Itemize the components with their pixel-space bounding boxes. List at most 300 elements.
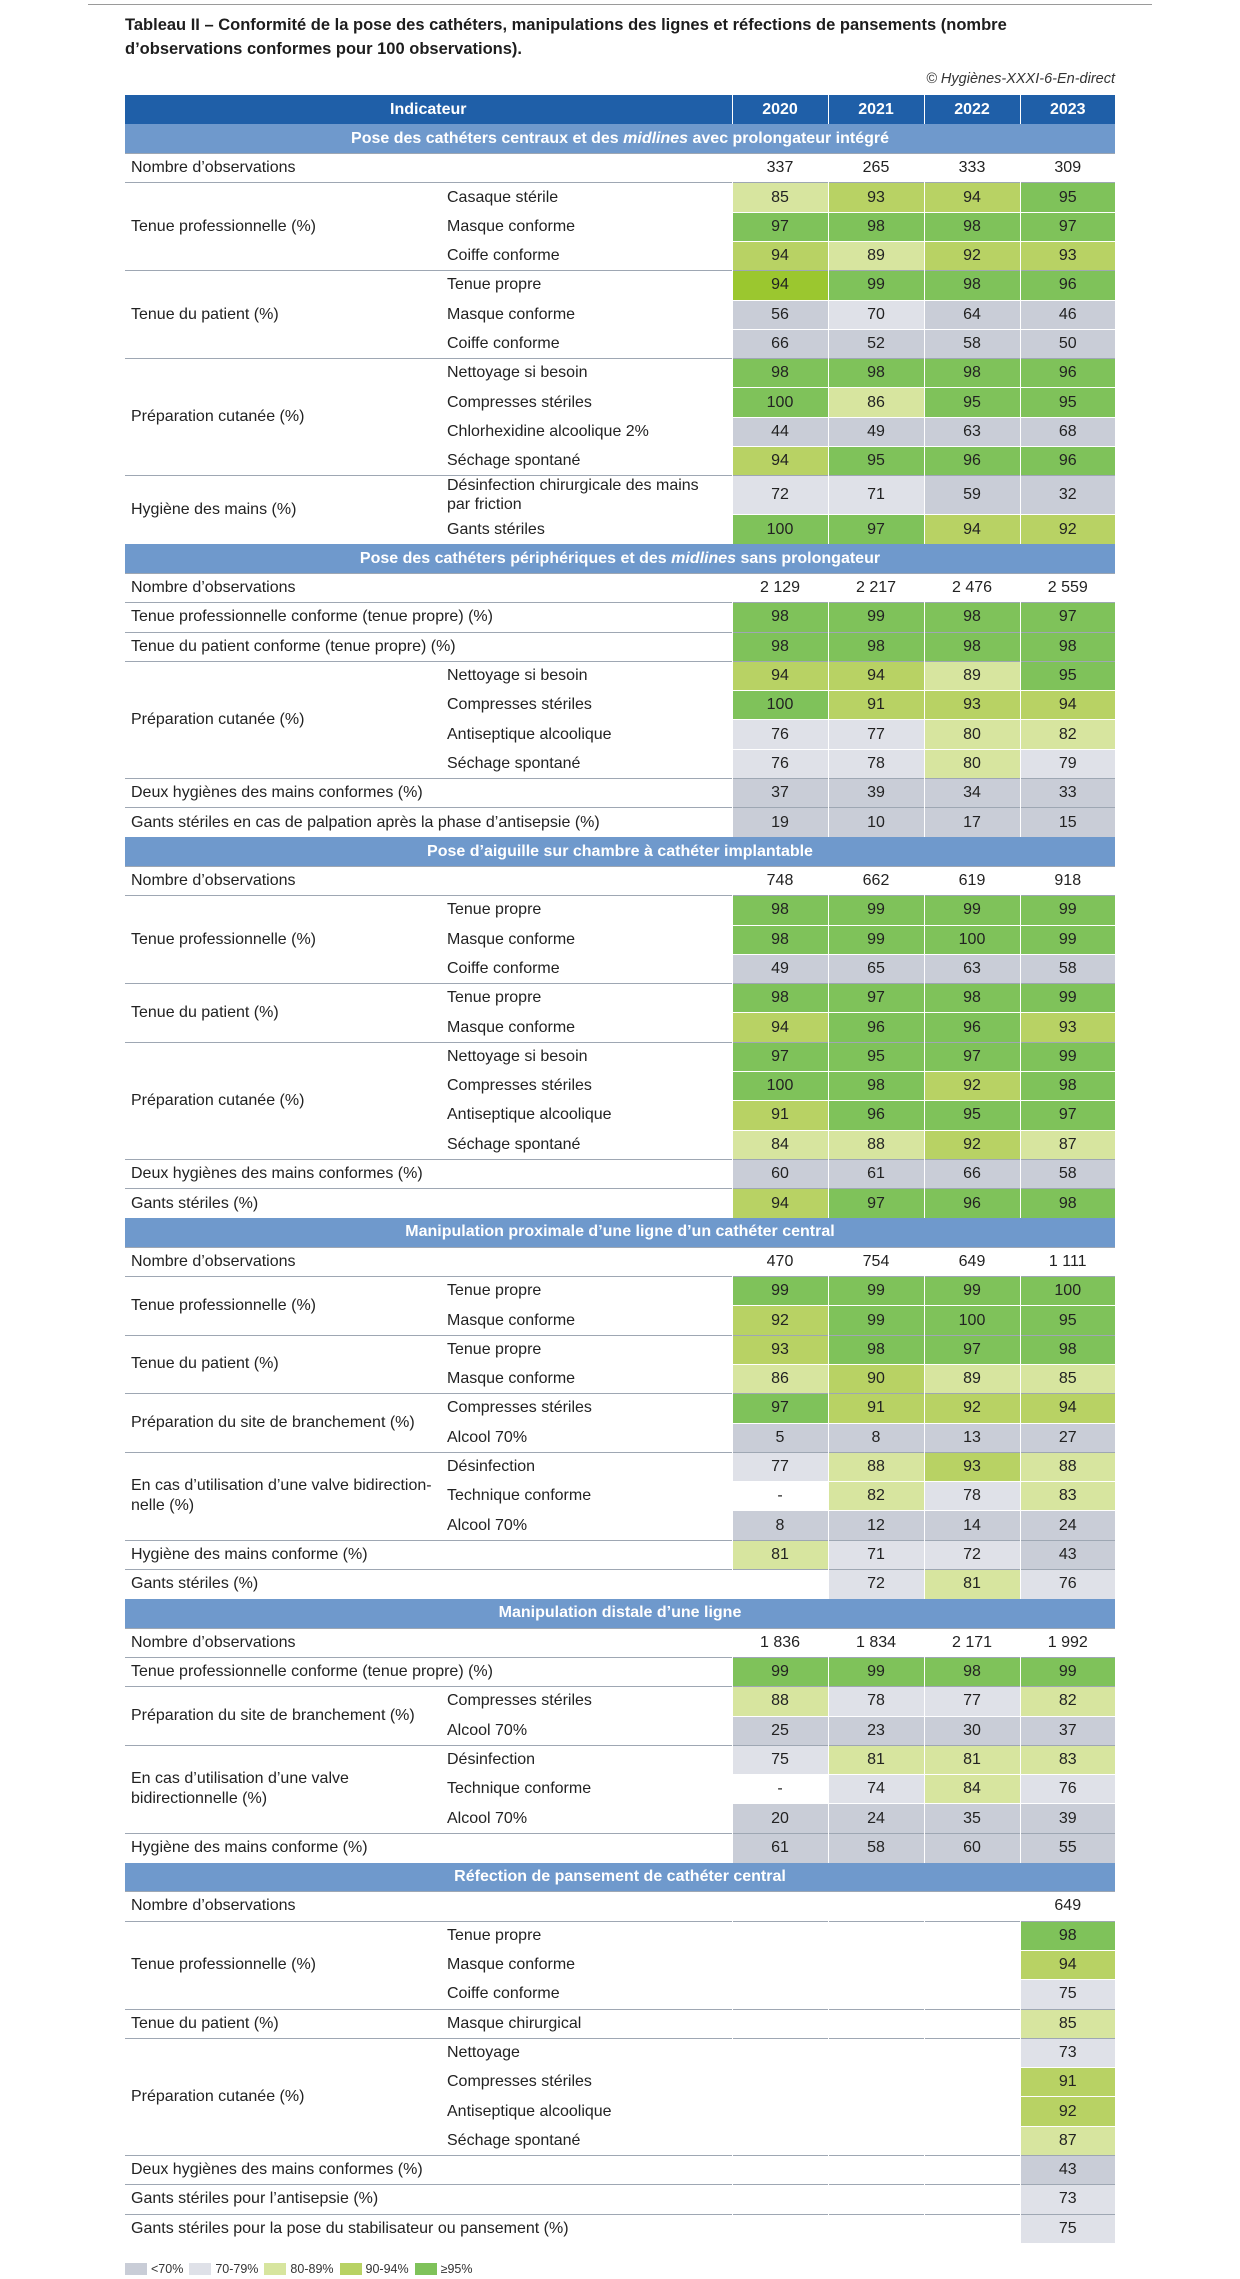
legend-label: <70% [151,2262,184,2276]
section-title [125,1863,1115,1892]
value-cell: 2 171 [924,1628,1020,1657]
value-cell: 23 [828,1716,924,1745]
row-sublabel: Compresses stériles [441,388,732,417]
value-cell: 98 [828,359,924,388]
value-cell [732,1570,828,1599]
row-sublabel: Alcool 70% [441,1511,732,1540]
value-cell: 99 [1020,984,1115,1013]
value-cell: 98 [828,1072,924,1101]
value-cell [732,2068,828,2097]
header-year: 2020 [732,95,828,124]
value-cell: 92 [924,1130,1020,1159]
row-sublabel: Technique conforme [441,1482,732,1511]
table-row [125,573,1115,602]
row-label: Tenue du patient (%) [125,2009,441,2038]
value-cell: 72 [828,1570,924,1599]
value-cell [924,2185,1020,2214]
value-cell: 85 [1020,1364,1115,1393]
section-header-row [125,1218,1115,1247]
value-cell: 84 [924,1775,1020,1804]
value-cell: 98 [924,212,1020,241]
value-cell [924,2155,1020,2184]
section-title-text: Manipulation distale d’une ligne [498,1604,742,1622]
row-label: En cas d’utilisation d’une valve bidirectionnelle (%) [125,1745,441,1833]
value-cell: 86 [828,388,924,417]
value-cell: 98 [924,359,1020,388]
value-cell [732,1892,828,1921]
value-cell: 89 [828,241,924,270]
value-cell: 80 [924,720,1020,749]
value-cell: 100 [732,691,828,720]
value-cell: 100 [924,925,1020,954]
row-label: Préparation cutanée (%) [125,661,441,778]
table-row [125,1657,1115,1686]
table-row [125,1335,1115,1364]
value-cell: 55 [1020,1833,1115,1862]
color-legend [125,2260,479,2278]
value-cell: 98 [1020,632,1115,661]
value-cell: 76 [732,720,828,749]
row-sublabel: Tenue propre [441,984,732,1013]
value-cell: 98 [1020,1072,1115,1101]
value-cell: 92 [1020,2097,1115,2126]
value-cell: 97 [732,1042,828,1071]
row-sublabel: Masque conforme [441,300,732,329]
value-cell [924,1980,1020,2009]
row-sublabel: Séchage spontané [441,2126,732,2155]
row-sublabel: Gants stériles [441,515,732,544]
value-cell: 99 [924,1277,1020,1306]
row-sublabel: Nettoyage [441,2038,732,2067]
value-cell: 337 [732,154,828,183]
value-cell: 76 [1020,1775,1115,1804]
section-header-row [125,1599,1115,1628]
value-cell: 81 [924,1570,1020,1599]
value-cell: 94 [1020,1950,1115,1979]
value-cell: 5 [732,1423,828,1452]
value-cell: 65 [828,954,924,983]
value-cell: 96 [1020,359,1115,388]
value-cell: 86 [732,1364,828,1393]
value-cell [732,2185,828,2214]
value-cell: 34 [924,779,1020,808]
value-cell: 94 [1020,1394,1115,1423]
value-cell: 93 [924,691,1020,720]
value-cell: 71 [828,1540,924,1569]
row-label: Préparation cutanée (%) [125,359,441,476]
value-cell: 75 [1020,2214,1115,2243]
table-row [125,808,1115,837]
value-cell [924,2038,1020,2067]
row-label: Gants stériles pour la pose du stabilisateur ou pansement (%) [125,2214,732,2243]
header-year: 2022 [924,95,1020,124]
row-sublabel: Nettoyage si besoin [441,359,732,388]
value-cell [732,2155,828,2184]
legend-item [264,2262,333,2276]
value-cell: 92 [1020,515,1115,544]
row-sublabel: Alcool 70% [441,1423,732,1452]
row-sublabel: Désinfection [441,1745,732,1774]
value-cell: 97 [1020,603,1115,632]
value-cell: 97 [828,515,924,544]
row-label: Tenue du patient conforme (tenue propre) (%) [125,632,732,661]
value-cell: 97 [828,1189,924,1218]
row-label: Deux hygiènes des mains conformes (%) [125,1159,732,1188]
row-sublabel: Coiffe conforme [441,329,732,358]
value-cell: 43 [1020,2155,1115,2184]
value-cell: 78 [828,749,924,778]
value-cell: 64 [924,300,1020,329]
row-label: Tenue du patient (%) [125,271,441,359]
value-cell: 88 [828,1130,924,1159]
row-label: En cas d’utilisation d’une valve bidirection- nelle (%) [125,1452,441,1540]
value-cell: 99 [924,896,1020,925]
legend-label: 80-89% [290,2262,334,2276]
section-header-row [125,544,1115,573]
value-cell: 649 [1020,1892,1115,1921]
row-sublabel: Séchage spontané [441,447,732,476]
value-cell: 81 [924,1745,1020,1774]
value-cell: 77 [732,1452,828,1481]
value-cell: 98 [732,603,828,632]
table-row [125,154,1115,183]
value-cell: 49 [828,417,924,446]
value-cell [924,1892,1020,1921]
table-row [125,1892,1115,1921]
section-title-text: Pose d’aiguille sur chambre à cathéter implantable [427,842,813,860]
value-cell: 89 [924,1364,1020,1393]
value-cell: 93 [1020,241,1115,270]
value-cell [828,1892,924,1921]
row-label: Tenue du patient (%) [125,1335,441,1394]
value-cell: 20 [732,1804,828,1833]
value-cell [828,1950,924,1979]
value-cell: 98 [924,1657,1020,1686]
value-cell: 95 [828,447,924,476]
section-title-text: Pose des cathéters périphériques et des [359,549,672,567]
value-cell [828,2185,924,2214]
value-cell: 96 [924,447,1020,476]
value-cell [732,2126,828,2155]
value-cell: 619 [924,866,1020,895]
value-cell [828,2009,924,2038]
value-cell: 37 [1020,1716,1115,1745]
value-cell: 94 [732,271,828,300]
legend-label: ≥95% [440,2262,473,2276]
row-sublabel: Masque conforme [441,1950,732,1979]
section-title-text: Pose des cathéters centraux et des [351,129,624,147]
value-cell: 78 [924,1482,1020,1511]
legend-item [125,2262,183,2276]
section-title [125,544,1115,573]
value-cell: 58 [828,1833,924,1862]
table-row [125,603,1115,632]
value-cell: 60 [732,1159,828,1188]
table-row [125,2155,1115,2184]
value-cell: 92 [924,1072,1020,1101]
legend-label: 70-79% [215,2262,259,2276]
value-cell: 2 476 [924,573,1020,602]
value-cell: 98 [828,1335,924,1364]
value-cell: 94 [924,183,1020,212]
value-cell: 80 [924,749,1020,778]
value-cell: 99 [1020,1042,1115,1071]
value-cell: 100 [1020,1277,1115,1306]
row-sublabel: Tenue propre [441,1277,732,1306]
table-row [125,896,1115,925]
value-cell: 91 [1020,2068,1115,2097]
value-cell [828,2126,924,2155]
row-label: Gants stériles en cas de palpation après la phase d’antisepsie (%) [125,808,732,837]
section-header-row [125,1863,1115,1892]
value-cell: 56 [732,300,828,329]
value-cell: 93 [924,1452,1020,1481]
row-label: Hygiène des mains conforme (%) [125,1833,732,1862]
value-cell: 27 [1020,1423,1115,1452]
section-title [125,837,1115,866]
value-cell [924,2214,1020,2243]
table-row [125,1247,1115,1276]
row-sublabel: Compresses stériles [441,691,732,720]
value-cell [828,2155,924,2184]
value-cell: 470 [732,1247,828,1276]
row-sublabel: Masque conforme [441,212,732,241]
value-cell: 649 [924,1247,1020,1276]
value-cell: 100 [732,388,828,417]
value-cell: 98 [1020,1335,1115,1364]
legend-item [415,2262,473,2276]
table-row [125,779,1115,808]
row-label: Tenue professionnelle (%) [125,1277,441,1336]
row-sublabel: Chlorhexidine alcoolique 2% [441,417,732,446]
value-cell: 8 [732,1511,828,1540]
value-cell: 84 [732,1130,828,1159]
value-cell: 96 [924,1189,1020,1218]
value-cell: 93 [732,1335,828,1364]
row-label: Nombre d’observations [125,1892,732,1921]
header-row [125,95,1115,124]
value-cell: 76 [732,749,828,778]
row-label: Tenue du patient (%) [125,984,441,1043]
value-cell: 2 559 [1020,573,1115,602]
value-cell: 754 [828,1247,924,1276]
value-cell: 93 [828,183,924,212]
table-row [125,1687,1115,1716]
row-label: Gants stériles pour l’antisepsie (%) [125,2185,732,2214]
row-label: Deux hygiènes des mains conformes (%) [125,2155,732,2184]
value-cell: 100 [924,1306,1020,1335]
value-cell: 100 [732,515,828,544]
value-cell: 63 [924,954,1020,983]
value-cell [828,2097,924,2126]
value-cell: 88 [828,1452,924,1481]
value-cell [732,2097,828,2126]
value-cell: 93 [1020,1013,1115,1042]
value-cell: 96 [924,1013,1020,1042]
table-row [125,1452,1115,1481]
top-rule [88,4,1152,5]
row-sublabel: Compresses stériles [441,1687,732,1716]
value-cell [924,2068,1020,2097]
value-cell: 2 217 [828,573,924,602]
row-sublabel: Masque conforme [441,1013,732,1042]
value-cell: 77 [924,1687,1020,1716]
table-row [125,1159,1115,1188]
value-cell [828,2214,924,2243]
legend-item [189,2262,258,2276]
value-cell: 96 [828,1101,924,1130]
value-cell: 87 [1020,2126,1115,2155]
value-cell: 99 [732,1657,828,1686]
credit-line: © Hygiènes-XXXI-6-En-direct [926,71,1115,87]
value-cell: 61 [828,1159,924,1188]
row-label: Nombre d’observations [125,573,732,602]
value-cell: 71 [828,476,924,515]
row-label: Nombre d’observations [125,1247,732,1276]
table-row [125,2038,1115,2067]
legend-swatch [189,2263,211,2275]
value-cell: 58 [1020,1159,1115,1188]
value-cell: 91 [732,1101,828,1130]
value-cell: 19 [732,808,828,837]
value-cell: 75 [1020,1980,1115,2009]
value-cell: 96 [1020,271,1115,300]
value-cell [732,2009,828,2038]
value-cell: 32 [1020,476,1115,515]
row-sublabel: Coiffe conforme [441,1980,732,2009]
table-row [125,1921,1115,1950]
value-cell: 98 [732,632,828,661]
row-label: Préparation du site de branchement (%) [125,1687,441,1746]
value-cell: 88 [1020,1452,1115,1481]
value-cell: 12 [828,1511,924,1540]
section-title [125,124,1115,153]
legend-swatch [264,2263,286,2275]
value-cell: 99 [1020,896,1115,925]
table-title: Tableau II – Conformité de la pose des cathéters, manipulations des lignes et réfections de pansements (nombre d’observations conformes pour 100 observations). [125,16,1007,58]
value-cell: 92 [924,241,1020,270]
section-title-text: avec prolongateur intégré [688,129,889,147]
value-cell: 59 [924,476,1020,515]
value-cell: 74 [828,1775,924,1804]
header-indicator: Indicateur [125,95,732,124]
value-cell: 76 [1020,1570,1115,1599]
value-cell: 97 [1020,1101,1115,1130]
value-cell: 98 [924,984,1020,1013]
section-header-row [125,837,1115,866]
value-cell: 92 [732,1306,828,1335]
table-row [125,476,1115,515]
header-year: 2023 [1020,95,1115,124]
value-cell: 94 [732,661,828,690]
value-cell: 99 [828,1306,924,1335]
value-cell: 94 [924,515,1020,544]
value-cell: 99 [828,925,924,954]
value-cell: 83 [1020,1482,1115,1511]
value-cell: 66 [924,1159,1020,1188]
value-cell: 73 [1020,2185,1115,2214]
row-sublabel: Alcool 70% [441,1716,732,1745]
value-cell: 46 [1020,300,1115,329]
row-sublabel: Masque conforme [441,1306,732,1335]
value-cell: 73 [1020,2038,1115,2067]
table-row [125,866,1115,895]
value-cell: 98 [732,359,828,388]
legend-swatch [415,2263,437,2275]
value-cell: 68 [1020,417,1115,446]
value-cell: 265 [828,154,924,183]
value-cell [828,2068,924,2097]
value-cell: 94 [732,1013,828,1042]
row-sublabel: Séchage spontané [441,749,732,778]
table-row [125,1394,1115,1423]
value-cell: 98 [828,632,924,661]
row-sublabel: Nettoyage si besoin [441,1042,732,1071]
value-cell: 25 [732,1716,828,1745]
row-label: Préparation cutanée (%) [125,2038,441,2155]
value-cell [924,2009,1020,2038]
value-cell: 24 [828,1804,924,1833]
section-title [125,1599,1115,1628]
value-cell: 1 992 [1020,1628,1115,1657]
value-cell [732,1980,828,2009]
value-cell: 1 111 [1020,1247,1115,1276]
value-cell [924,1921,1020,1950]
value-cell: 918 [1020,866,1115,895]
table-row [125,1540,1115,1569]
value-cell: 82 [1020,720,1115,749]
value-cell: 37 [732,779,828,808]
value-cell: 2 129 [732,573,828,602]
value-cell: 97 [732,212,828,241]
row-sublabel: Nettoyage si besoin [441,661,732,690]
value-cell: - [732,1482,828,1511]
row-sublabel: Désinfection chirurgicale des mains par friction [441,476,732,515]
value-cell: 96 [828,1013,924,1042]
value-cell: 83 [1020,1745,1115,1774]
table-row [125,183,1115,212]
row-sublabel: Tenue propre [441,1335,732,1364]
value-cell: 98 [924,271,1020,300]
value-cell [924,2126,1020,2155]
value-cell: 662 [828,866,924,895]
value-cell: 98 [732,925,828,954]
value-cell: 8 [828,1423,924,1452]
section-title [125,1218,1115,1247]
compliance-table [125,95,1115,2243]
value-cell: 81 [732,1540,828,1569]
value-cell: 91 [828,691,924,720]
value-cell: 99 [732,1277,828,1306]
value-cell: 52 [828,329,924,358]
value-cell: 72 [924,1540,1020,1569]
row-sublabel: Tenue propre [441,1921,732,1950]
value-cell: 99 [828,1657,924,1686]
value-cell: 66 [732,329,828,358]
table-row [125,1833,1115,1862]
table-row [125,1277,1115,1306]
value-cell: 97 [828,984,924,1013]
value-cell: 97 [1020,212,1115,241]
legend-swatch [125,2263,147,2275]
row-label: Nombre d’observations [125,1628,732,1657]
row-label: Nombre d’observations [125,866,732,895]
row-label: Hygiène des mains conforme (%) [125,1540,732,1569]
row-label: Préparation du site de branchement (%) [125,1394,441,1453]
value-cell: 61 [732,1833,828,1862]
row-sublabel: Compresses stériles [441,2068,732,2097]
value-cell: 1 834 [828,1628,924,1657]
